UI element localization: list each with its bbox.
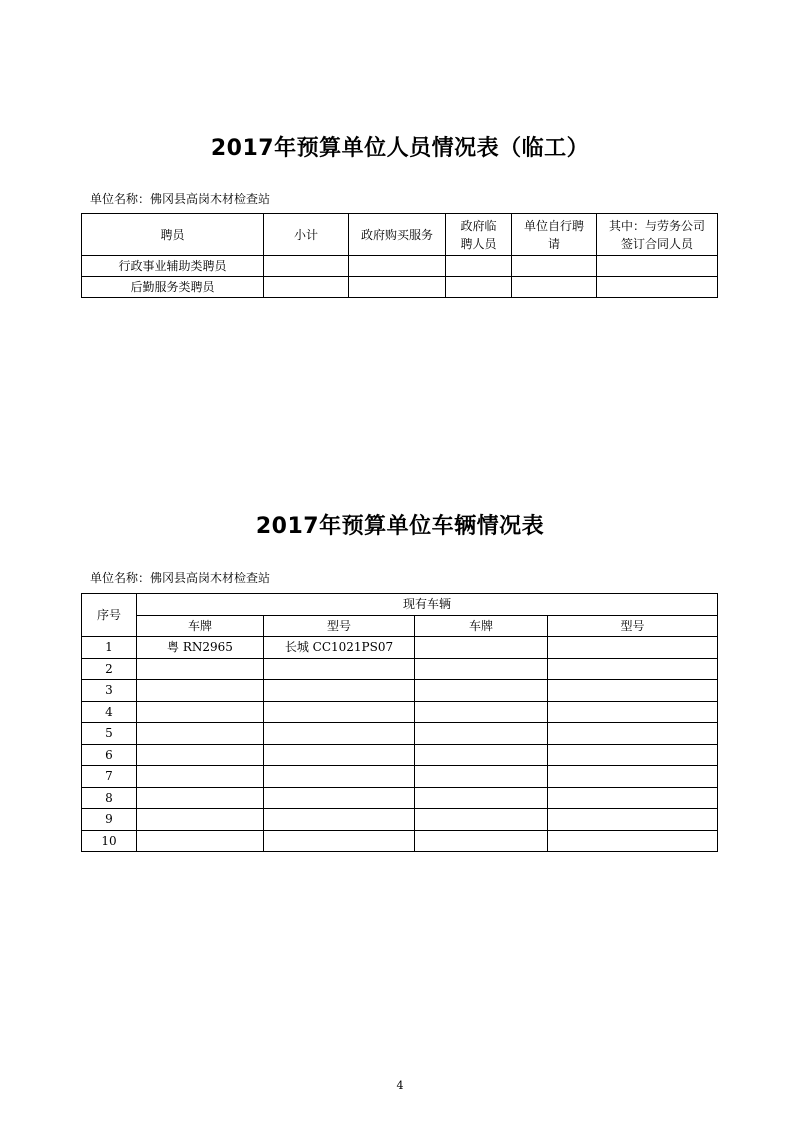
header-labor-company-line1: 其中：与劳务公司 — [608, 218, 705, 233]
header-model-1: 型号 — [264, 615, 415, 637]
header-plate-1: 车牌 — [137, 615, 264, 637]
row-model-1 — [264, 830, 415, 852]
table-row — [82, 637, 718, 659]
vehicle-table — [81, 593, 718, 852]
page-number: 4 — [396, 1079, 404, 1092]
table-row — [82, 744, 718, 766]
row-plate-2 — [415, 723, 548, 745]
staff-table-title: 2017年预算单位人员情况表（临工） — [210, 136, 590, 161]
table-row — [82, 809, 718, 831]
row-seq: 2 — [82, 658, 137, 680]
header-self-hired — [512, 214, 597, 256]
row-model-1 — [264, 766, 415, 788]
row-model-2 — [548, 637, 718, 659]
table-row — [82, 701, 718, 723]
row-plate-2 — [415, 809, 548, 831]
table-row — [82, 277, 718, 298]
row-seq: 6 — [82, 744, 137, 766]
row-plate-1 — [137, 809, 264, 831]
row-model-2 — [548, 744, 718, 766]
row-plate-1 — [137, 766, 264, 788]
row-model-2 — [548, 787, 718, 809]
row-plate-1 — [137, 744, 264, 766]
row-labor-company — [597, 277, 718, 298]
row-plate-1 — [137, 723, 264, 745]
row-self-hired — [512, 256, 597, 277]
row-seq: 10 — [82, 830, 137, 852]
row-gov-purchase — [349, 256, 446, 277]
row-seq: 8 — [82, 787, 137, 809]
row-seq: 5 — [82, 723, 137, 745]
row-plate-2 — [415, 680, 548, 702]
header-gov-temp-line1: 政府临 — [460, 218, 497, 233]
header-gov-purchase: 政府购买服务 — [349, 214, 446, 256]
vehicle-header-row — [82, 594, 718, 616]
row-model-1 — [264, 809, 415, 831]
row-plate-2 — [415, 744, 548, 766]
header-model-2: 型号 — [548, 615, 718, 637]
row-seq: 4 — [82, 701, 137, 723]
table-row — [82, 658, 718, 680]
row-plate-1 — [137, 701, 264, 723]
row-labor-company — [597, 256, 718, 277]
vehicle-unit-name: 单位名称：佛冈县高岗木材检查站 — [90, 571, 271, 585]
vehicle-table-title: 2017年预算单位车辆情况表 — [255, 514, 545, 539]
header-self-hired-line1: 单位自行聘 — [523, 218, 584, 233]
header-labor-company-line2: 签订合同人员 — [620, 236, 693, 251]
row-self-hired — [512, 277, 597, 298]
table-row — [82, 723, 718, 745]
row-model-1 — [264, 701, 415, 723]
row-seq: 9 — [82, 809, 137, 831]
row-plate-2 — [415, 766, 548, 788]
row-model-1 — [264, 658, 415, 680]
row-model-2 — [548, 680, 718, 702]
row-plate-2 — [415, 830, 548, 852]
row-category: 行政事业辅助类聘员 — [82, 256, 264, 277]
header-gov-temp-line2: 聘人员 — [460, 236, 497, 251]
row-subtotal — [264, 256, 349, 277]
table-row — [82, 766, 718, 788]
table-row — [82, 256, 718, 277]
row-seq: 1 — [82, 637, 137, 659]
row-model-2 — [548, 723, 718, 745]
row-seq: 7 — [82, 766, 137, 788]
header-current-vehicles: 现有车辆 — [137, 594, 718, 616]
header-subtotal: 小计 — [264, 214, 349, 256]
row-gov-temp — [446, 277, 512, 298]
table-row — [82, 680, 718, 702]
row-plate-2 — [415, 637, 548, 659]
row-model-1 — [264, 787, 415, 809]
row-model-2 — [548, 658, 718, 680]
row-model-2 — [548, 809, 718, 831]
row-plate-2 — [415, 658, 548, 680]
row-plate-2 — [415, 787, 548, 809]
row-model-1 — [264, 744, 415, 766]
header-category: 聘员 — [82, 214, 264, 256]
staff-unit-name: 单位名称：佛冈县高岗木材检查站 — [90, 192, 271, 206]
table-row — [82, 830, 718, 852]
row-seq: 3 — [82, 680, 137, 702]
row-plate-2 — [415, 701, 548, 723]
row-plate-1 — [137, 787, 264, 809]
staff-header-row — [82, 214, 718, 256]
header-seq: 序号 — [82, 594, 137, 637]
row-gov-temp — [446, 256, 512, 277]
row-plate-1 — [137, 830, 264, 852]
staff-table — [81, 213, 718, 298]
row-model-2 — [548, 701, 718, 723]
row-category: 后勤服务类聘员 — [82, 277, 264, 298]
row-plate-1 — [137, 680, 264, 702]
header-self-hired-line2: 请 — [547, 236, 560, 251]
header-plate-2: 车牌 — [415, 615, 548, 637]
row-model-1 — [264, 680, 415, 702]
row-model-2 — [548, 766, 718, 788]
row-subtotal — [264, 277, 349, 298]
header-labor-company — [597, 214, 718, 256]
row-model-1 — [264, 723, 415, 745]
row-plate-1: 粤 RN2965 — [137, 637, 264, 659]
header-gov-temp — [446, 214, 512, 256]
row-model-2 — [548, 830, 718, 852]
row-gov-purchase — [349, 277, 446, 298]
vehicle-subheader-row — [82, 615, 718, 637]
table-row — [82, 787, 718, 809]
row-plate-1 — [137, 658, 264, 680]
row-model-1: 长城 CC1021PS07 — [264, 637, 415, 659]
